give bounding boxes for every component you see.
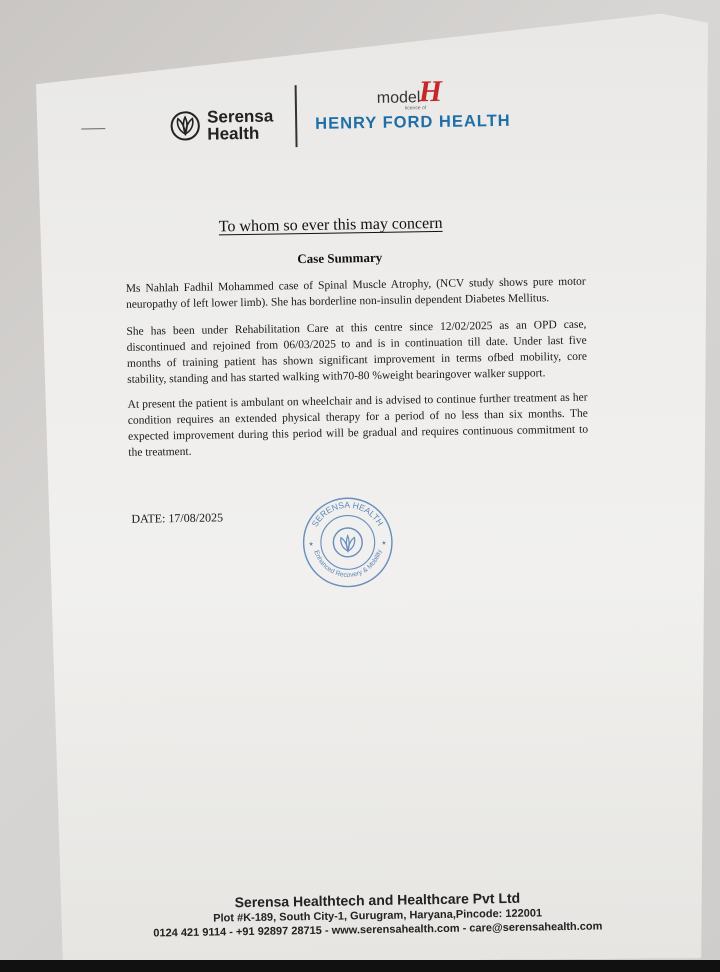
paragraph-diagnosis: Ms Nahlah Fadhil Mohammed case of Spinal Muscle Atrophy, (NCV study shows pure motor neuropathy of left lower limb). She has borderline non-insulin dependent Diabetes Mellitus.: [125, 275, 586, 311]
letter-subtitle: Case Summary: [297, 249, 383, 267]
stamp-star-left: ★: [308, 541, 314, 548]
stamp-top-path: SERENSA HEALTH: [309, 499, 386, 529]
logo-divider: [295, 85, 297, 147]
paragraph-rehab-history: She has been under Rehabilitation Care at this centre since 12/02/2025 as an OPD case, discontinued and rejoined from 06/03/2025 to and is in continuation till date. Under last five months of training patient has shown significant improvement in terms ofbed mobility, core stability, standing and has started walking with70-80 %weight bearingover walker support.: [126, 318, 587, 386]
serensa-stamp: [299, 494, 396, 591]
margin-mark: [81, 128, 105, 129]
footer-company: Serensa Healthtech and Healthcare Pvt Ltd: [234, 889, 521, 911]
serensa-wordmark: [207, 108, 274, 143]
serensa-logo: [169, 108, 274, 144]
hf-model-text: model: [376, 89, 421, 107]
letter-content: [32, 13, 719, 968]
letter-footer: [117, 888, 638, 940]
paragraph-recommendation: At present the patient is ambulant on wheelchair and is advised to continue further treatment as her condition requires an extended physical therapy for a period of no less than six months. The expected improvement during this period will be gradual and requires continuous commitment to the treatment.: [127, 391, 589, 459]
hf-name-text: HENRY FORD HEALTH: [315, 111, 511, 133]
hf-license-text: license of: [404, 105, 427, 112]
stamp-star-right: ★: [381, 540, 387, 547]
letter-title: To whom so ever this may concern: [218, 214, 443, 236]
letter-date: DATE: 17/08/2025: [131, 510, 224, 526]
stamp-lotus-icon: [333, 528, 362, 557]
lotus-icon: [169, 110, 201, 142]
footer-address: Plot #K-189, South City-1, Gurugram, Haryana,Pincode: 122001: [213, 907, 543, 925]
bottom-edge: [0, 960, 720, 972]
stamp-bottom-path: Enhanced Recovery & Mobility: [312, 548, 384, 580]
stamp-top-text: [309, 499, 385, 528]
hf-h-letter: H: [418, 74, 443, 109]
serensa-wordmark-line2: Health: [207, 123, 260, 144]
serensa-wordmark-line1: Serensa: [206, 106, 274, 127]
henry-ford-logo: [314, 74, 525, 147]
footer-contact: 0124 421 9114 - +91 92897 28715 - www.serensahealth.com - care@serensahealth.com: [153, 920, 603, 940]
